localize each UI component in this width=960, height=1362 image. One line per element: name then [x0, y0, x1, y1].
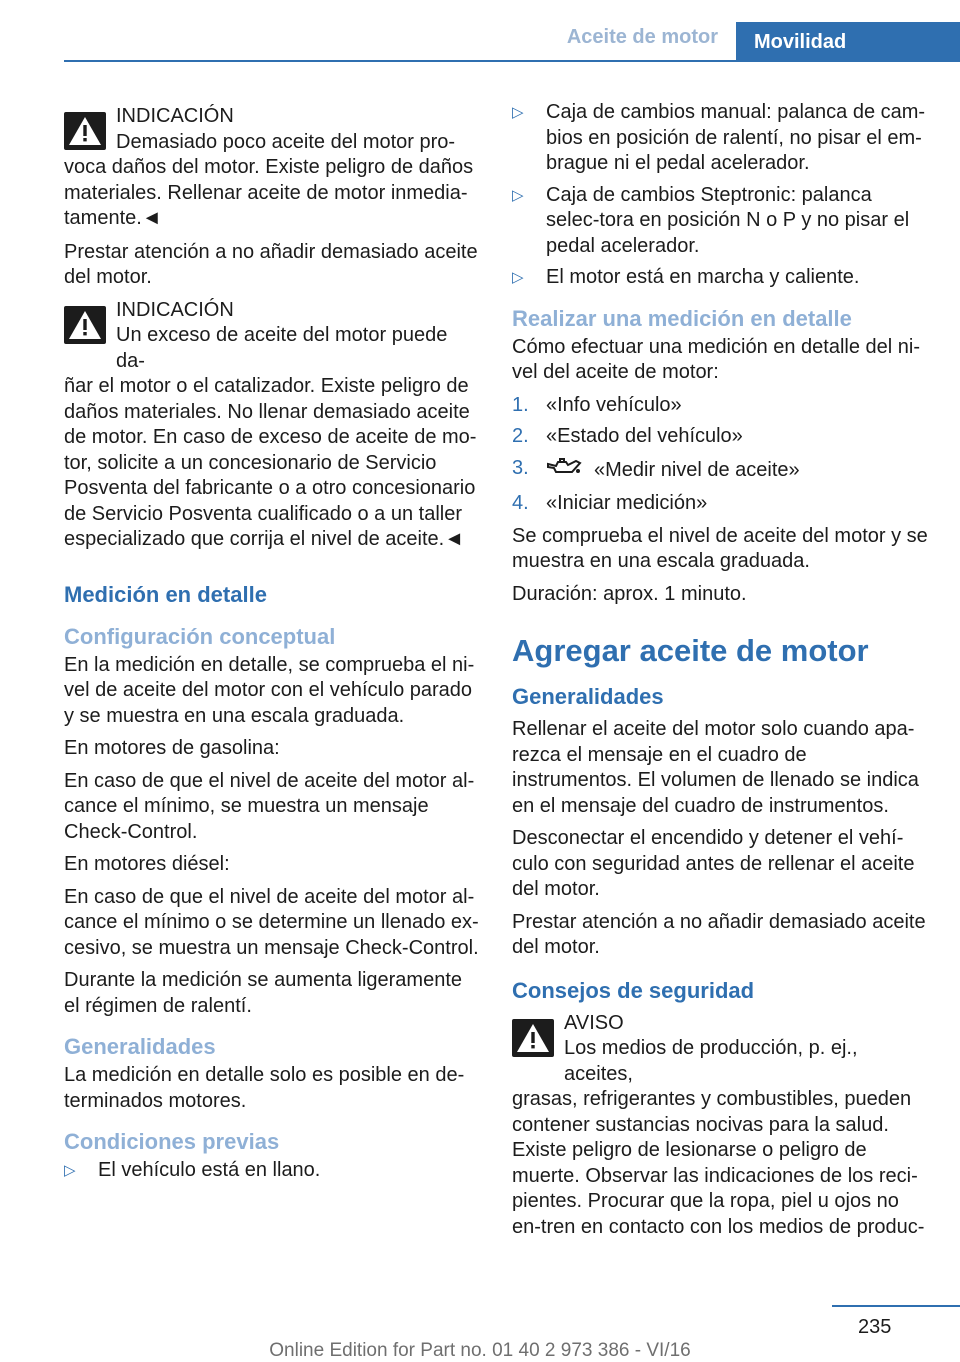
page-header [64, 0, 960, 62]
paragraph: Se comprueba el nivel de aceite del motor y se muestra en una escala graduada. [512, 524, 928, 572]
step-number: 4. [512, 492, 529, 514]
subsection-heading: Configuración conceptual [64, 623, 336, 649]
condition-list [512, 100, 928, 291]
paragraph: Prestar atención a no añadir demasiado aceite del motor. [512, 910, 926, 958]
step-item [512, 424, 928, 450]
paragraph: En caso de que el nivel de aceite del motor al-cance el mínimo o se determine un llenado ex-cesivo, se muestra un mensaje Check-Control. [64, 885, 479, 959]
left-column [64, 100, 480, 1191]
section-heading: Generalidades [512, 684, 664, 709]
step-item [512, 456, 928, 486]
triangle-bullet-icon: ▷ [512, 186, 524, 204]
step-text: «Info vehículo» [546, 393, 682, 416]
warning-text-rest: ñar el motor o el catalizador. Existe peligro de daños materiales. No llenar demasiado aceite de motor. En caso de exceso de aceite de mo-tor, solicite a un concesionario de Servicio Posventa del fabricante o a otro concesionario de Servicio Posventa cualificado o a un taller especializado que corrija el nivel de aceite.◄ [64, 375, 477, 550]
paragraph: En motores de gasolina: [64, 737, 280, 759]
step-number: 2. [512, 425, 529, 447]
header-chapter-tab: Movilidad [736, 22, 960, 62]
footer-rule [832, 1305, 960, 1307]
subsection-heading: Condiciones previas [64, 1129, 280, 1154]
right-column [512, 100, 928, 1248]
paragraph: En caso de que el nivel de aceite del motor al-cance el mínimo, se muestra un mensaje Check-Control. [64, 769, 475, 843]
warning-box [64, 104, 480, 232]
list-item [512, 265, 928, 291]
warning-box [64, 298, 480, 553]
paragraph: Rellenar el aceite del motor solo cuando apa-rezca el mensaje en el cuadro de instrumentos. El volumen de llenado se indica en el mensaje del cuadro de instrumentos. [512, 718, 919, 817]
warning-title: INDICACIÓN [116, 298, 234, 321]
paragraph: Durante la medición se aumenta ligeramente el régimen de ralentí. [64, 969, 462, 1017]
warning-text-first-line: Demasiado poco aceite del motor pro- [116, 130, 456, 153]
warning-text-first-line: Los medios de producción, p. ej., aceites, [564, 1037, 858, 1085]
step-item [512, 393, 928, 419]
warning-triangle-icon [64, 112, 106, 150]
step-number: 3. [512, 456, 529, 479]
step-text: «Estado del vehículo» [546, 425, 743, 447]
paragraph: Duración: aprox. 1 minuto. [512, 582, 747, 605]
list-item [512, 100, 928, 177]
list-item-text: El motor está en marcha y caliente. [546, 266, 860, 288]
warning-triangle-icon [512, 1019, 554, 1057]
list-item-text: Caja de cambios Steptronic: palanca selec-tora en posición N o P y no pisar el pedal acelerador. [546, 183, 910, 257]
step-text: «Iniciar medición» [546, 492, 708, 514]
warning-text-first-line: Un exceso de aceite del motor puede da- [116, 324, 448, 372]
triangle-bullet-icon: ▷ [64, 1162, 76, 1179]
subsection-heading: Generalidades [64, 1034, 216, 1059]
chapter-heading: Agregar aceite de motor [512, 633, 869, 668]
warning-text-rest: grasas, refrigerantes y combustibles, pueden contener sustancias nocivas para la salud. Existe peligro de lesionarse o peligro de muerte. Observar las indicaciones de los reci-pientes. Procurar que la ropa, piel u ojos no en-tren en contacto con los medios de produc- [512, 1088, 925, 1238]
step-text: «Medir nivel de aceite» [594, 458, 800, 481]
warning-triangle-icon [64, 306, 106, 344]
list-item-text: El vehículo está en llano. [98, 1159, 321, 1181]
step-item [512, 491, 928, 517]
paragraph: Desconectar el encendido y detener el vehí-culo con seguridad antes de rellenar el aceite del motor. [512, 827, 915, 900]
paragraph: La medición en detalle solo es posible en de-terminados motores. [64, 1064, 465, 1112]
section-heading: Consejos de seguridad [512, 977, 755, 1003]
paragraph: Cómo efectuar una medición en detalle del ni-vel del aceite de motor: [512, 335, 921, 383]
condition-list [64, 1158, 480, 1184]
list-item [64, 1158, 480, 1184]
header-section-title: Aceite de motor [566, 26, 718, 48]
triangle-bullet-icon: ▷ [512, 104, 524, 121]
list-item-text: Caja de cambios manual: palanca de cam-bios en posición de ralentí, no pisar el em-brague ni el pedal acelerador. [546, 101, 926, 174]
warning-box [512, 1011, 928, 1241]
subsection-heading: Realizar una medición en detalle [512, 305, 852, 331]
paragraph: Prestar atención a no añadir demasiado aceite del motor. [64, 240, 478, 288]
steps-list [512, 393, 928, 517]
list-item [512, 183, 928, 260]
step-number: 1. [512, 393, 529, 416]
warning-text [64, 323, 480, 553]
warning-text-rest: voca daños del motor. Existe peligro de daños materiales. Rellenar aceite de motor inmedia-tamente.◄ [64, 156, 474, 229]
section-heading: Medición en detalle [64, 581, 267, 607]
page-number: 235 [858, 1316, 892, 1338]
oil-can-icon [546, 456, 584, 486]
edition-footer: Online Edition for Part no. 01 40 2 973 386 - VI/16 [269, 1340, 691, 1361]
paragraph: En la medición en detalle, se comprueba el ni-vel de aceite del motor con el vehículo parado y se muestra en una escala graduada. [64, 653, 475, 727]
triangle-bullet-icon: ▷ [512, 269, 524, 286]
warning-title: AVISO [564, 1011, 624, 1034]
warning-text [64, 130, 480, 232]
warning-text [512, 1036, 928, 1240]
warning-title: INDICACIÓN [116, 105, 234, 127]
paragraph: En motores diésel: [64, 853, 230, 875]
